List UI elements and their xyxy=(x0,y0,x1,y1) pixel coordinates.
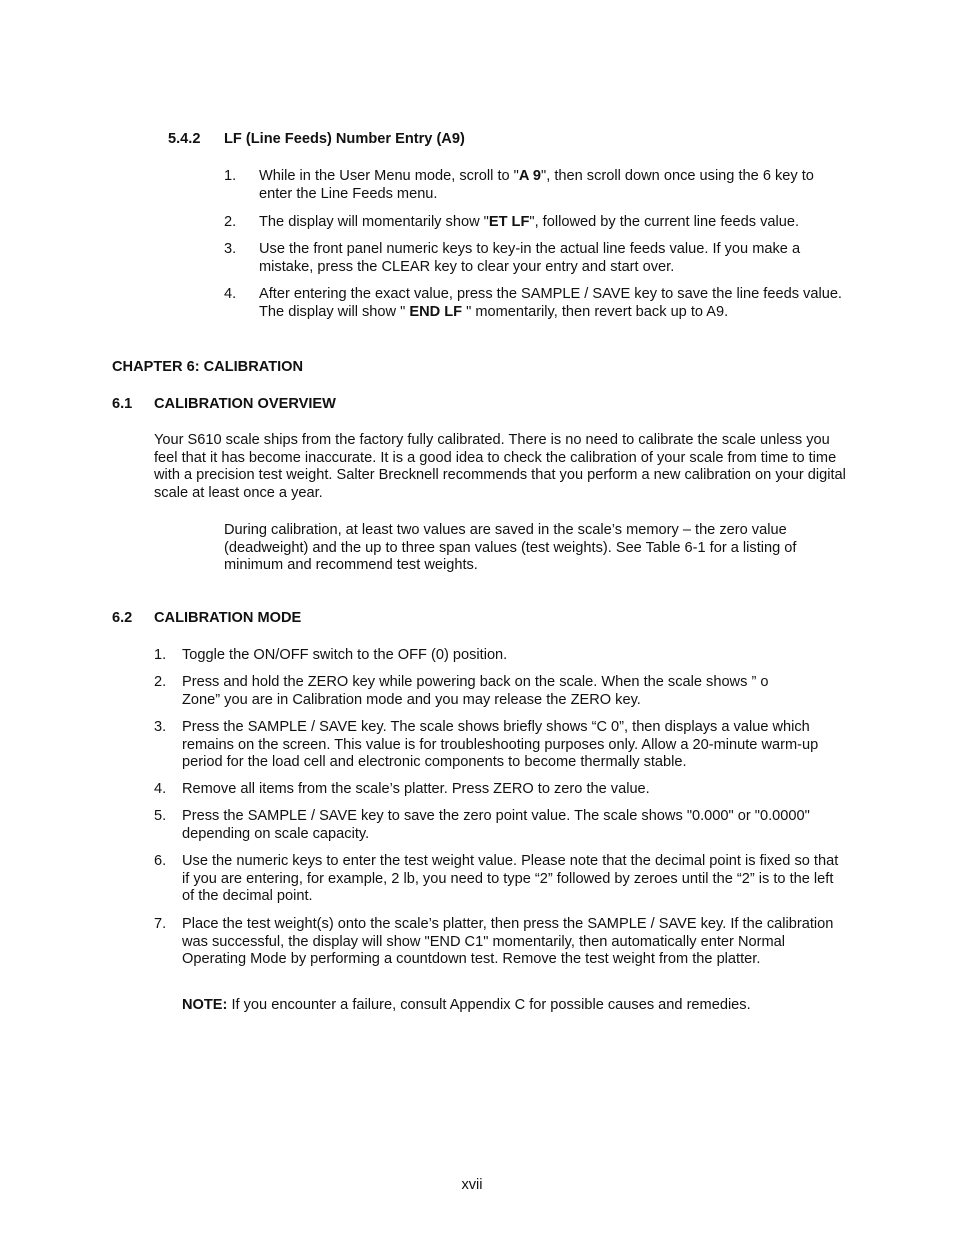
step-text: Press and hold the ZERO key while powering back on the scale. When the scale shows ” o Zone” you are in Calibration mode and you may release the ZERO key. xyxy=(182,674,769,708)
step-text: The display will momentarily show "ET LF", followed by the current line feeds value. xyxy=(259,214,800,230)
section-number-6-2: 6.2 xyxy=(112,610,133,626)
step-text: Press the SAMPLE / SAVE key to save the zero point value. The scale shows "0.000" or "0.0000" depending on scale capacity. xyxy=(182,808,810,842)
step-text: Place the test weight(s) onto the scale’s platter, then press the SAMPLE / SAVE key. If the calibration was successful, the display will show "END C1" momentarily, then automatically enter Normal Operating Mode by performing a countdown test. Remove the test weight from the platter. xyxy=(182,916,834,968)
step-number: 3. xyxy=(224,241,237,257)
page-number: xvii xyxy=(461,1177,483,1193)
overview-paragraph: Your S610 scale ships from the factory fully calibrated. There is no need to calibrate the scale unless you feel that it has become inaccurate. It is a good idea to check the calibration of your scale from time to time with a precision test weight. Salter Brecknell recommends that you perform a new calibration on your digital scale at least once a year. xyxy=(154,432,846,501)
section-number-5-4-2: 5.4.2 xyxy=(168,131,201,147)
step-number: 3. xyxy=(154,719,167,735)
step-text: While in the User Menu mode, scroll to "A 9", then scroll down once using the 6 key to enter the Line Feeds menu. xyxy=(259,168,814,202)
note-label: NOTE: xyxy=(182,997,228,1013)
step-number: 2. xyxy=(224,214,237,230)
step-text: Use the front panel numeric keys to key-in the actual line feeds value. If you make a mistake, press the CLEAR key to clear your entry and start over. xyxy=(259,241,801,275)
section-title-6-2: CALIBRATION MODE xyxy=(154,610,302,626)
note-text: If you encounter a failure, consult Appendix C for possible causes and remedies. xyxy=(227,997,751,1013)
step-number: 5. xyxy=(154,808,167,824)
section-title-6-1: CALIBRATION OVERVIEW xyxy=(154,396,336,412)
section-number-6-1: 6.1 xyxy=(112,396,133,412)
step-number: 1. xyxy=(154,647,167,663)
step-number: 1. xyxy=(224,168,237,184)
step-text: Press the SAMPLE / SAVE key. The scale shows briefly shows “C 0”, then displays a value which remains on the screen. This value is for troubleshooting purposes only. Allow a 20-minute warm-up period for the load cell and electronic components to become thermally stable. xyxy=(182,719,819,771)
step-text: After entering the exact value, press the SAMPLE / SAVE key to save the line feeds value. The display will show " END LF " momentarily, then revert back up to A9. xyxy=(259,286,842,320)
note-paragraph xyxy=(182,997,846,1015)
step-number: 6. xyxy=(154,853,167,869)
step-number: 4. xyxy=(224,286,237,302)
chapter-title: CHAPTER 6: CALIBRATION xyxy=(112,359,304,375)
step-text: Toggle the ON/OFF switch to the OFF (0) position. xyxy=(182,647,508,663)
step-number: 7. xyxy=(154,916,167,932)
section-title-5-4-2: LF (Line Feeds) Number Entry (A9) xyxy=(224,131,465,147)
step-text: Use the numeric keys to enter the test weight value. Please note that the decimal point is fixed so that if you are entering, for example, 2 lb, you need to type “2” followed by zeroes until the “2” is to the left of the decimal point. xyxy=(182,853,839,905)
step-number: 4. xyxy=(154,781,167,797)
step-text: Remove all items from the scale’s platter. Press ZERO to zero the value. xyxy=(182,781,650,797)
calibration-values-paragraph: During calibration, at least two values are saved in the scale’s memory – the zero value (deadweight) and the up to three span values (test weights). See Table 6-1 for a listing of minimum and recommend test weights. xyxy=(224,522,797,574)
step-number: 2. xyxy=(154,674,167,690)
